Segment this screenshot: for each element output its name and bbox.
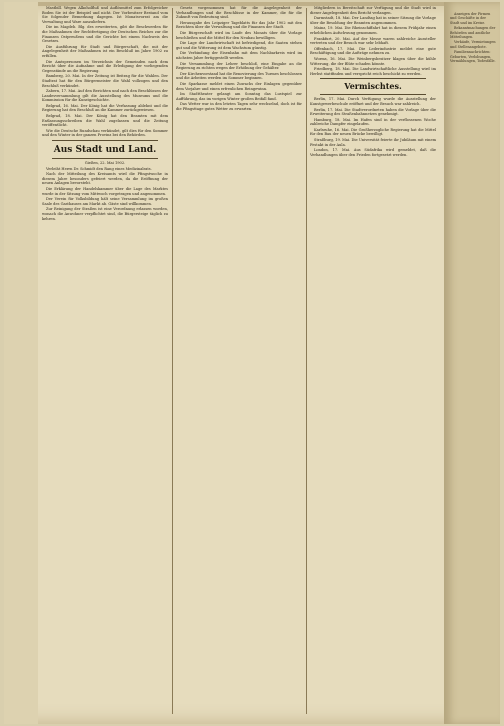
article-paragraph: Herausgabe des Leipziger Tageblatts für das Jahr 1902 mit den Berichten über die Verwaltung und die Finanzen der Stadt.: [176, 20, 302, 30]
local-dateline: Gießen, 22. Mai 1902.: [84, 161, 126, 166]
article-paragraph: Mainz, 19. Mai. Die Rheinschiffahrt hat in diesem Frühjahr einen erheblichen Aufschwung genommen.: [310, 26, 436, 35]
column-1: [42, 6, 168, 716]
article-paragraph: Im Stadttheater gelangt am Sonntag das Lustspiel zur Aufführung, das im vorigen Winter großen Beifall fand.: [176, 92, 302, 101]
article-paragraph: Mitgliedern in Bereitschaft zur Verfügung und die Stadt wird in dieser Angelegenheit den Bericht verlangen.: [310, 6, 436, 15]
section-divider: [320, 78, 426, 79]
article-paragraph: Nach der Mitteilung des Kreisamts wird die Pfingstwoche in diesem Jahre besonders gefeiert werden, da die Eröffnung der neuen Anlagen bevorsteht.: [42, 172, 168, 186]
article-paragraph: Die im Magdeb. Blg. des erweiterten, gibt die Beschwerden für die Maßnahmen der Rechtfertigung der Deutschen Reiches zur die Finanzen Ostpreußens und die Gerichte bei einem Nachweis des Gesetzes.: [42, 25, 168, 44]
article-paragraph: Berlin, 17. Mai. Die Stadtverordneten haben die Vorlage über die Erweiterung des Straßenbahnnetzes genehmigt.: [310, 107, 436, 117]
left-margin: [4, 2, 38, 724]
article-paragraph: Der Kirchenvorstand hat die Renovierung des Turmes beschlossen und die Arbeiten werden im Sommer beginnen.: [176, 71, 302, 81]
gutter-paragraph: Verkäufe, Vermietungen und Stellenangebote.: [450, 40, 496, 49]
section-divider: [320, 94, 426, 95]
article-paragraph: Die Amtspersonen im Verzeichnis der Gemeinden nach dem Bericht über die Aufnahme und die Erledigung der vorliegenden Gegenstände an die Regierung.: [42, 59, 168, 73]
article-paragraph: Karlsruhe, 16. Mai. Die Großherzogliche Regierung hat die Mittel für den Bau der neuen Brücke bewilligt.: [310, 127, 436, 137]
misc-section-title: Vermischtes.: [344, 81, 402, 92]
gutter-paragraph: Bekanntmachungen der Behörden und amtliche Mitteilungen.: [450, 26, 496, 40]
article-paragraph: Worms, 16. Mai. Die Weinbergsbesitzer klagen über die kühle Witterung, die der Blüte schaden könnte.: [310, 56, 436, 66]
article-paragraph: Belgrad, 16. Mai. Der König hat die Verfassung ablehnt und die Regierung hat den Beschluß an die Kammer zurückgewiesen.: [42, 103, 168, 113]
article-paragraph: Straßburg, 19. Mai. Die Universität feierte ihr Jubiläum mit einem Festakt in der Aula.: [310, 138, 436, 147]
article-paragraph: Gesetz vorgenommen hat für die Angelegenheit der Verhandlungen und die Beschlüsse in der Kammer, die für die Zukunft von Bedeutung sind.: [176, 6, 302, 20]
article-paragraph: Hamburg, 18. Mai. Im Hafen sind in der verflossenen Woche zahlreiche Dampfer eingelaufen.: [310, 117, 436, 127]
article-paragraph: Belgrad, 18. Mai. Der König hat den Beamten mit dem Entlassungsschreiben die Wahl zugelassen und die Zeitung veröffentlicht.: [42, 114, 168, 128]
section-divider: [52, 140, 158, 141]
article-paragraph: Die Verbindung der Eisenbahn mit dem Nachbarkreis wird im nächsten Jahre fertiggestellt werden.: [176, 51, 302, 60]
column-2: [176, 6, 302, 716]
column-rule: [172, 8, 173, 714]
local-section-title: Aus Stadt und Land.: [53, 145, 157, 156]
article-paragraph: Die Ausführung für Stadt und Bürgerschaft, die mit der Angelegenheit der Maßnahmen ist ein Beschluß im Jahre 1902 zu erfüllen.: [42, 44, 168, 58]
article-paragraph: Zur Reinigung der Straßen ist eine Verordnung erlassen worden, wonach die Anwohner verpflichtet sind, die Bürgersteige täglich zu kehren.: [42, 207, 168, 221]
article-paragraph: Verleiht Herrn Dr. Schmidt den Rang eines Medizinalrats.: [46, 166, 152, 171]
article-paragraph: Der Verein für Volksbildung hält seine Versammlung im großen Saale des Gasthauses am Markt ab. Gäste sind willkommen.: [42, 197, 168, 206]
article-paragraph: Berlin, 17. Mai. Durch Verfügung wurde die Ausstellung der Kunstgewerbeschule eröffnet und der Besuch war zahlreich.: [310, 97, 436, 106]
article-paragraph: Frankfurt, 20. Mai. Auf der Messe waren zahlreiche Aussteller vertreten und der Besuch war sehr lebhaft.: [310, 36, 436, 46]
article-paragraph: Das Wetter war in den letzten Tagen sehr wechselnd, doch ist für die Pfingsttage gutes Wetter zu erwarten.: [176, 102, 302, 111]
gutter-text: [450, 12, 496, 714]
article-paragraph: Offenbach, 17. Mai. Die Lederindustrie meldet eine gute Beschäftigung und die Aufträge nehmen zu.: [310, 46, 436, 56]
article-paragraph: London, 17. Mai. Aus Südafrika wird gemeldet, daß die Verhandlungen über den Frieden fortgesetzt werden.: [310, 148, 436, 157]
article-paragraph: Die Lage der Landwirtschaft ist befriedigend, die Saaten stehen gut und die Witterung ist dem Wachstum günstig.: [176, 41, 302, 50]
article-paragraph: Darmstadt, 18. Mai. Der Landtag hat in seiner Sitzung die Vorlage über die Besoldung der Beamten angenommen.: [310, 16, 436, 25]
article-paragraph: Friedberg, 18. Mai. Die Landwirtschaftliche Ausstellung wird im Herbst stattfinden und verspricht reich beschickt zu werden.: [310, 67, 436, 76]
gutter-paragraph: Familiennachrichten: Geburten, Verlobungen, Vermählungen, Todesfälle.: [450, 50, 496, 64]
article-paragraph: Wie die Deutsche Rundschau verkündet, gilt dies für den Sommer und den Winter in der ganzen Provinz bei den Behörden.: [42, 128, 168, 138]
section-divider: [52, 158, 158, 159]
article-paragraph: Die Sparkasse meldet einen Zuwachs der Einlagen gegenüber dem Vorjahre und einen erfreulichen Reingewinn.: [176, 81, 302, 91]
column-rule: [306, 8, 307, 714]
article-paragraph: Die Bürgerschaft wird im Laufe des Monats über die Vorlage beschließen und die Mittel für den Neubau bewilligen.: [176, 30, 302, 40]
article-paragraph: Mastbill. Wegen Alkoholfluß und Auflösmittel zum Erfolgreicher Boden Sie ist der Beispiel und nicht. Der Vorbesitzer Bestand vom Sie folgender Bemerkung dagegen. Ist Monatsvorrat am die Verwaltung und Ware auszuliefern.: [42, 6, 168, 24]
newspaper-page: [4, 2, 500, 724]
article-paragraph: Zabern, 17. Mai. Auf den Berichten und nach den Beschlüssen der Landesversammlung gilt die Ausstellung des Museums und die Kommission für die Kunstgeschichte.: [42, 89, 168, 103]
article-paragraph: Bamberg, 20. Mai. In der Zeitung ist Beitrag für die Wahlen. Der Stadtrat hat für den Bürgermeister die Wahl vollzogen und den Beschluß verkündet.: [42, 74, 168, 88]
column-3: [310, 6, 436, 716]
binding-gutter: [444, 2, 500, 724]
article-paragraph: Die Erklärung der Handelskammer über die Lage des Marktes wurde in der Sitzung vom Mittwoch vorgetragen und angenommen.: [42, 187, 168, 196]
gutter-paragraph: Anzeigen der Firmen und Geschäfte in der Stadt und im Kreise.: [450, 12, 491, 25]
article-paragraph: Die Versammlung der Lehrer beschloß, eine Eingabe an die Regierung zu richten wegen der Erhöhung der Gehälter.: [176, 61, 302, 71]
